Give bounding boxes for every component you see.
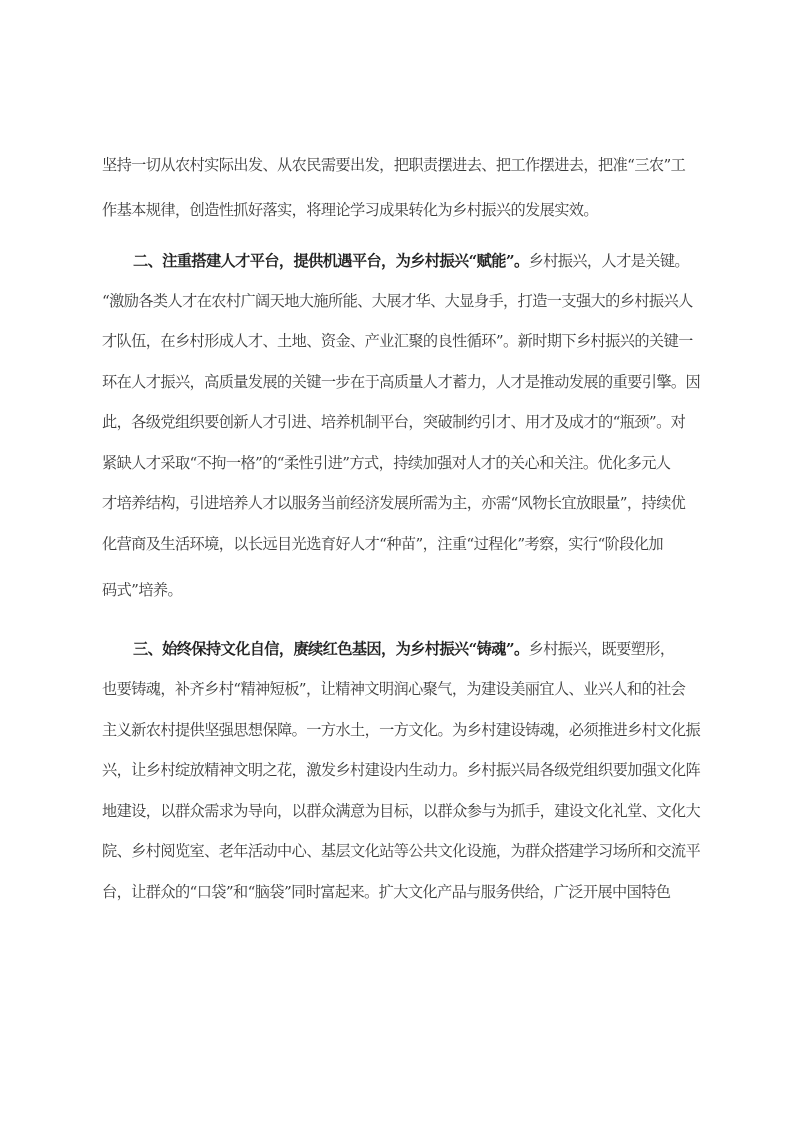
text-line: 主义新农村提供坚强思想保障。一方水土，一方文化。为乡村建设铸魂，必须推进乡村文化振 (102, 721, 701, 739)
text-span: 乡村振兴，人才是关键。 (528, 252, 690, 270)
text-line: 台，让群众的“口袋”和“脑袋”同时富起来。扩大文化产品与服务供给，广泛开展中国特色 (102, 883, 671, 901)
section-two-first-line (133, 251, 694, 271)
text-line: 作基本规律，创造性抓好落实，将理论学习成果转化为乡村振兴的发展实效。 (102, 201, 598, 219)
text-span: 乡村振兴，既要塑形， (528, 640, 675, 658)
section-three-first-line (133, 639, 694, 659)
text-line: 地建设，以群众需求为导向，以群众满意为目标，以群众参与为抓手，建设文化礼堂、文化大 (102, 802, 701, 820)
text-line: 才培养结构，引进培养人才以服务当前经济发展所需为主，亦需“风物长宜放眼量”，持续优 (102, 494, 686, 512)
text-line: 也要铸魂，补齐乡村“精神短板”，让精神文明润心聚气，为建设美丽宜人、业兴人和的社会 (102, 680, 686, 698)
text-line: 环在人才振兴，高质量发展的关键一步在于高质量人才蓄力，人才是推动发展的重要引擎。因 (102, 373, 701, 391)
text-line: 此，各级党组织要创新人才引进、培养机制平台，突破制约引才、用才及成才的“瓶颈”。对 (102, 413, 686, 431)
text-line: 紧缺人才采取“不拘一格”的“柔性引进”方式，持续加强对人才的关心和关注。优化多元人 (102, 454, 671, 472)
section-heading: 二、注重搭建人才平台，提供机遇平台，为乡村振兴“赋能”。 (133, 252, 529, 270)
text-line: 兴，让乡村绽放精神文明之花，激发乡村建设内生动力。乡村振兴局各级党组织要加强文化阵 (102, 761, 701, 779)
text-line: 才队伍，在乡村形成人才、土地、资金、产业汇聚的良性循环”。新时期下乡村振兴的关键一 (102, 332, 693, 350)
section-heading: 三、始终保持文化自信，赓续红色基因，为乡村振兴“铸魂”。 (133, 640, 529, 658)
text-line: 码式”培养。 (102, 581, 183, 599)
text-line: 院、乡村阅览室、老年活动中心、基层文化站等公共文化设施，为群众搭建学习场所和交流平 (102, 842, 701, 860)
text-line: 化营商及生活环境，以长远目光选育好人才“种苗”，注重“过程化”考察，实行“阶段化加 (102, 535, 663, 553)
text-line: 坚持一切从农村实际出发、从农民需要出发，把职责摆进去、把工作摆进去，把准“三农”工 (102, 156, 686, 174)
text-line: “激励各类人才在农村广阔天地大施所能、大展才华、大显身手，打造一支强大的乡村振兴人 (102, 292, 693, 310)
